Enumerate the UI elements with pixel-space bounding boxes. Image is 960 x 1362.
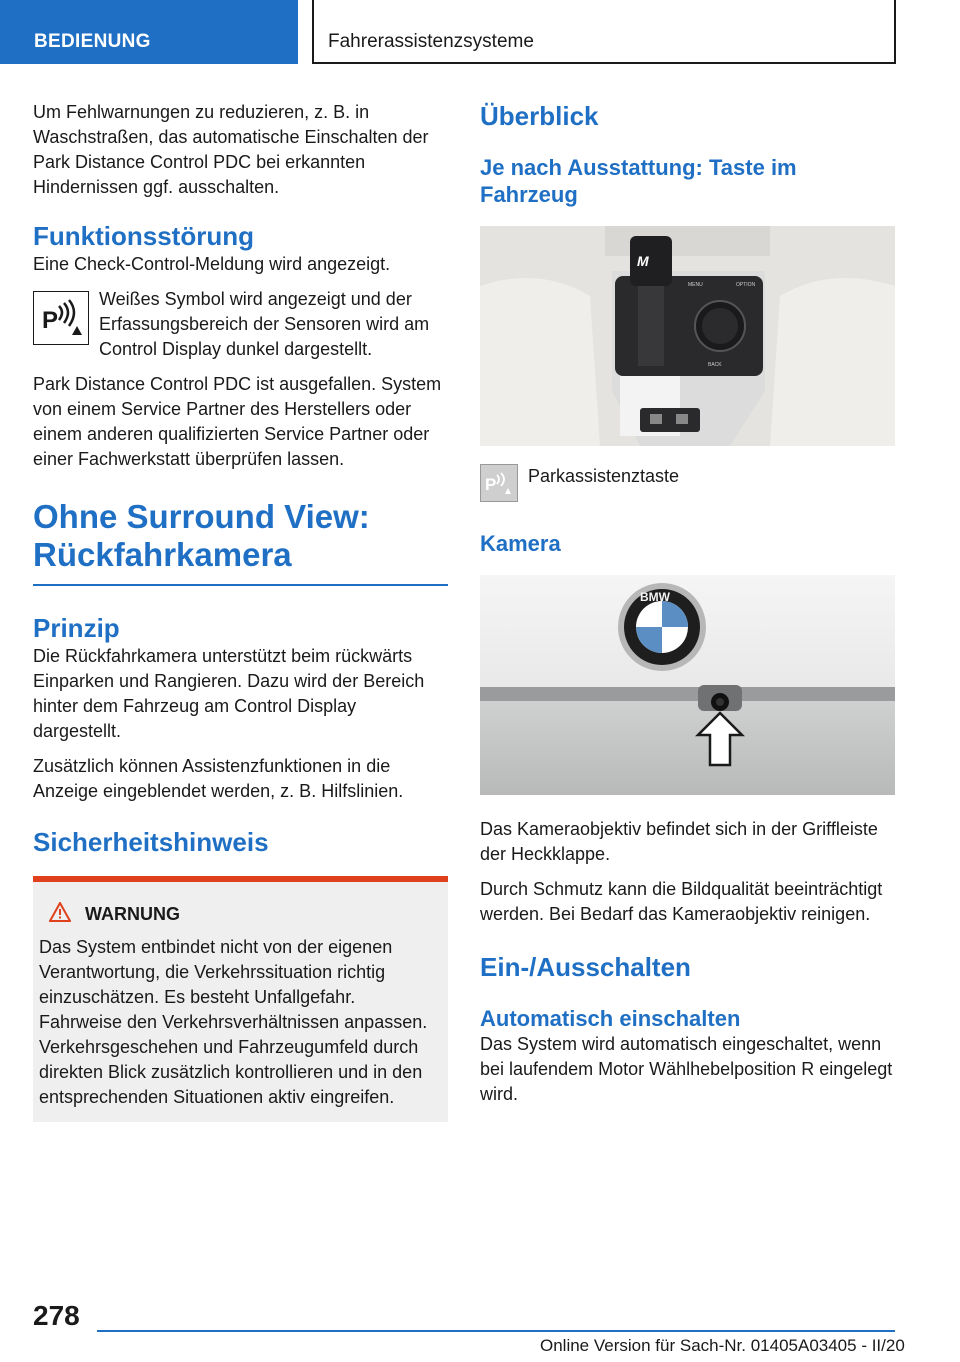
heading-automatisch: Automatisch einschalten (480, 1006, 741, 1031)
warning-header (49, 902, 442, 927)
kamera-text-2: Durch Schmutz kann die Bildqualität beeinträchtigt werden. Bei Bedarf das Kameraobjektiv reinigen. (480, 879, 883, 924)
right-column (480, 100, 895, 1117)
warning-triangle-icon (49, 902, 71, 927)
heading-kamera: Kamera (480, 531, 561, 556)
console-option-label: OPTION (736, 282, 756, 288)
console-photo (480, 226, 895, 446)
chapter-title: Ohne Surround View: Rückfahrkamera (33, 498, 370, 573)
title-rule (33, 584, 448, 586)
heading-taste: Je nach Ausstattung: Taste im Fahrzeug (480, 155, 797, 207)
pdc-warning-icon (33, 291, 89, 345)
heading-funktionsstoerung: Funktionsstörung (33, 221, 254, 251)
section-tab: BEDIENUNG (0, 0, 298, 64)
console-menu-label: MENU (688, 282, 703, 288)
console-brand: M (637, 253, 649, 269)
intro-paragraph: Um Fehlwarnungen zu reduzieren, z. B. in Waschstraßen, das automatische Einschalten der Park Distance Control PDC bei erkannten Hindernissen ggf. ausschalten. (33, 102, 429, 197)
footer-online-version: Online Version für Sach-Nr. 01405A03405 - II/20 (540, 1336, 905, 1355)
parkassist-label: Parkassistenztaste (528, 466, 680, 486)
camera-photo (480, 575, 895, 795)
prinzip-text-1: Die Rückfahrkamera unterstützt beim rückwärts Einparken und Rangieren. Dazu wird der Bereich hinter dem Fahrzeug am Control Display dargestellt. (33, 646, 425, 741)
automatisch-text: Das System wird automatisch eingeschaltet, wenn bei laufendem Motor Wählhebelposition R eingelegt wird. (480, 1034, 893, 1104)
console-back-label: BACK (708, 362, 722, 368)
prinzip-text-2: Zusätzlich können Assistenzfunktionen in die Anzeige eingeblendet werden, z. B. Hilfslinien. (33, 756, 404, 801)
warning-text: Das System entbindet nicht von der eigenen Verantwortung, die Verkehrssituation richtig einzuschätzen. Es besteht Unfallgefahr. Fahrweise den Verkehrsverhältnissen anpassen. Verkehrsgeschehen und Fahrzeugumfeld durch direkten Blick zusätzlich kontrollieren und in den entsprechenden Situationen aktiv eingreifen. (39, 937, 428, 1107)
footer-rule (97, 1330, 895, 1332)
kamera-text-1: Das Kameraobjektiv befindet sich in der Griffleiste der Heckklappe. (480, 819, 878, 864)
symbol-description: Weißes Symbol wird angezeigt und der Erfassungsbereich der Sensoren wird am Control Display dunkel dargestellt. (99, 289, 430, 359)
heading-ueberblick: Überblick (480, 101, 599, 131)
heading-sicherheitshinweis: Sicherheitshinweis (33, 827, 269, 857)
parking-assist-button-icon (480, 464, 518, 502)
warning-box (33, 876, 448, 1122)
fault-text-2: Park Distance Control PDC ist ausgefallen. System von einem Service Partner des Herstellers oder einem anderen qualifizierten Service Partner oder einer Fachwerkstatt überprüfen lassen. (33, 374, 442, 469)
left-column (33, 100, 448, 1122)
pdc-symbol-row (33, 287, 448, 362)
heading-ein-aus: Ein-/Ausschalten (480, 952, 691, 982)
fault-text: Eine Check-Control-Meldung wird angezeigt. (33, 254, 391, 274)
svg-text:P: P (42, 307, 59, 334)
page-number: 278 (33, 1300, 80, 1331)
chapter-title-header: Fahrerassistenzsysteme (312, 0, 896, 64)
heading-prinzip: Prinzip (33, 613, 120, 643)
svg-text:P: P (485, 475, 497, 494)
parkassist-row (480, 464, 895, 502)
bmw-logo-text: BMW (640, 590, 670, 604)
warning-label: WARNUNG (85, 904, 180, 924)
